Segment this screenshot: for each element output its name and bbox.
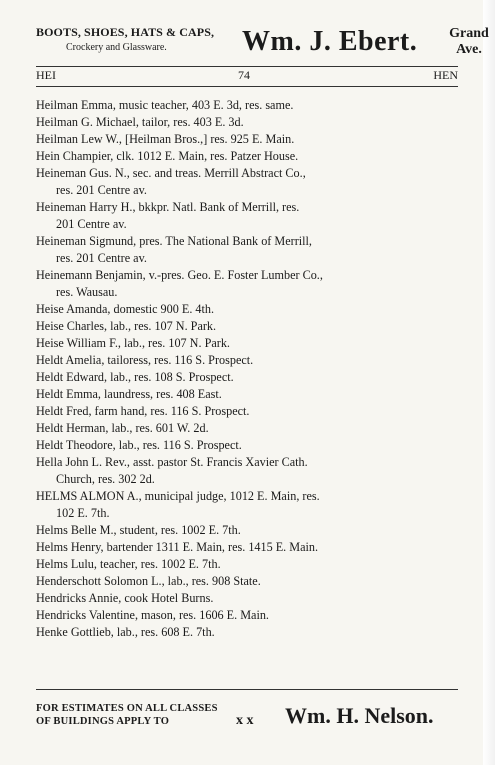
directory-entry: [36, 624, 460, 641]
entry-line: Helms Belle M., student, res. 1002 E. 7th.: [36, 523, 241, 537]
footer-ad-name: Wm. H. Nelson.: [285, 703, 434, 728]
header-rule-bottom: [36, 86, 458, 87]
directory-entries: [36, 97, 460, 641]
header-ad-street-1: Grand: [449, 26, 489, 41]
entry-line: Heldt Edward, lab., res. 108 S. Prospect.: [36, 370, 234, 384]
entry-line: Helms Henry, bartender 1311 E. Main, res. 1415 E. Main.: [36, 540, 319, 554]
directory-entry: [36, 267, 460, 301]
directory-entry: [36, 165, 460, 199]
entry-line: Heineman Harry H., bkkpr. Natl. Bank of Merrill, res.: [36, 200, 300, 214]
directory-entry: [36, 335, 460, 352]
directory-entry: [36, 522, 460, 539]
entry-continuation: res. 201 Centre av.: [56, 183, 147, 197]
header-ad-line2: Crockery and Glassware.: [66, 42, 167, 53]
entry-line: Heise Amanda, domestic 900 E. 4th.: [36, 302, 215, 316]
entry-line: Heineman Gus. N., sec. and treas. Merrill Abstract Co.,: [36, 166, 306, 180]
footer-ad-line1: FOR ESTIMATES ON ALL CLASSES: [36, 703, 218, 714]
footer-ad-marks: x x: [236, 713, 254, 728]
page-number: 74: [238, 68, 250, 82]
directory-entry: [36, 233, 460, 267]
directory-entry: [36, 301, 460, 318]
header-ad-address: [444, 26, 494, 58]
directory-entry: [36, 556, 460, 573]
directory-entry: [36, 97, 460, 114]
directory-entry: [36, 369, 460, 386]
entry-line: Heilman Lew W., [Heilman Bros.,] res. 925 E. Main.: [36, 132, 295, 146]
entry-continuation: 201 Centre av.: [56, 217, 127, 231]
header-ad-left: [36, 25, 236, 53]
entry-line: Henke Gottlieb, lab., res. 608 E. 7th.: [36, 625, 215, 639]
entry-line: Heineman Sigmund, pres. The National Bank of Merrill,: [36, 234, 312, 248]
running-head: [36, 68, 458, 84]
entry-line: Hendricks Valentine, mason, res. 1606 E. Main.: [36, 608, 269, 622]
directory-entry: [36, 199, 460, 233]
running-head-right: HEN: [433, 68, 458, 82]
directory-entry: [36, 131, 460, 148]
entry-continuation: res. 201 Centre av.: [56, 251, 147, 265]
directory-entry: [36, 114, 460, 131]
directory-entry: [36, 318, 460, 335]
running-head-left: HEI: [36, 68, 56, 82]
header-ad-name: Wm. J. Ebert.: [242, 26, 418, 57]
entry-continuation: 102 E. 7th.: [56, 506, 110, 520]
page-edge: [483, 0, 495, 765]
entry-line: Helms Lulu, teacher, res. 1002 E. 7th.: [36, 557, 221, 571]
directory-entry: [36, 352, 460, 369]
directory-entry: [36, 437, 460, 454]
entry-line: Heldt Amelia, tailoress, res. 116 S. Prospect.: [36, 353, 254, 367]
directory-entry: [36, 488, 460, 522]
footer-ad-text: [36, 702, 218, 728]
entry-line: Heldt Emma, laundress, res. 408 East.: [36, 387, 222, 401]
header-rule-top: [36, 66, 458, 67]
directory-entry: [36, 590, 460, 607]
entry-continuation: Church, res. 302 2d.: [56, 472, 155, 486]
directory-entry: [36, 454, 460, 488]
entry-line: Heise Charles, lab., res. 107 N. Park.: [36, 319, 217, 333]
entry-line: HELMS ALMON A., municipal judge, 1012 E. Main, res.: [36, 489, 320, 503]
directory-entry: [36, 403, 460, 420]
entry-line: Hein Champier, clk. 1012 E. Main, res. Patzer House.: [36, 149, 299, 163]
entry-line: Heise William F., lab., res. 107 N. Park.: [36, 336, 230, 350]
directory-entry: [36, 386, 460, 403]
directory-entry: [36, 420, 460, 437]
entry-continuation: res. Wausau.: [56, 285, 118, 299]
entry-line: Hendricks Annie, cook Hotel Burns.: [36, 591, 214, 605]
header-ad-line1: BOOTS, SHOES, HATS & CAPS,: [36, 25, 215, 39]
directory-entry: [36, 539, 460, 556]
header-ad-street-2: Ave.: [456, 42, 482, 57]
footer-advertisement: [36, 699, 458, 735]
footer-ad-line2: OF BUILDINGS APPLY TO: [36, 716, 170, 727]
entry-line: Hella John L. Rev., asst. pastor St. Francis Xavier Cath.: [36, 455, 308, 469]
entry-line: Heilman G. Michael, tailor, res. 403 E. 3d.: [36, 115, 244, 129]
directory-entry: [36, 573, 460, 590]
entry-line: Heldt Theodore, lab., res. 116 S. Prospect.: [36, 438, 242, 452]
directory-entry: [36, 148, 460, 165]
entry-line: Heldt Fred, farm hand, res. 116 S. Prospect.: [36, 404, 250, 418]
directory-entry: [36, 607, 460, 624]
entry-line: Henderschott Solomon L., lab., res. 908 State.: [36, 574, 261, 588]
footer-rule: [36, 689, 458, 690]
entry-line: Heldt Herman, lab., res. 601 W. 2d.: [36, 421, 209, 435]
header-advertisement: [36, 22, 489, 64]
entry-line: Heilman Emma, music teacher, 403 E. 3d, res. same.: [36, 98, 294, 112]
entry-line: Heinemann Benjamin, v.-pres. Geo. E. Foster Lumber Co.,: [36, 268, 323, 282]
